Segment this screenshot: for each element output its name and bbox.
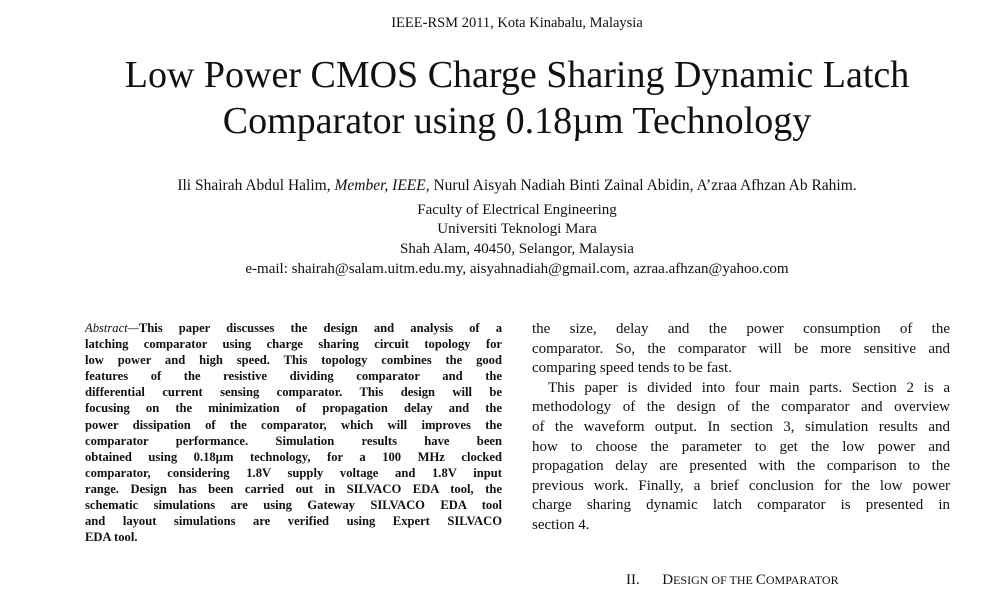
- body-line: the size, delay and the power consumption of the: [532, 321, 950, 337]
- abstract-line: power dissipation of the comparator, which will improves the: [85, 417, 502, 432]
- abstract-text: This paper discusses the design and analysis of a: [138, 321, 502, 335]
- section-heading-letter: D: [662, 572, 674, 588]
- body-line: of the waveform output. In section 3, simulation results and: [532, 418, 950, 435]
- paper-title-line-2: Comparator using 0.18µm Technology: [222, 100, 812, 142]
- body-line: methodology of the design of the comparator and overview: [532, 399, 950, 416]
- abstract-line: features of the resistive dividing comparator and the: [85, 369, 502, 384]
- affiliation-email: e-mail: shairah@salam.uitm.edu.my, aisyahnadiah@gmail.com, azraa.afhzan@yahoo.com: [245, 261, 789, 277]
- abstract-line: differential current sensing comparator. This design will be: [85, 385, 502, 400]
- abstract-line: obtained using 0.18µm technology, for a 100 MHz clocked: [85, 449, 502, 464]
- abstract-line: EDA tool.: [85, 530, 138, 545]
- abstract-line: low power and high speed. This topology combines the good: [85, 353, 502, 368]
- body-line: how to choose the parameter to get the low power and: [532, 438, 950, 455]
- section-heading-text: OMPARATOR: [765, 573, 839, 587]
- paper-title-line-1: Low Power CMOS Charge Sharing Dynamic Latch: [124, 54, 910, 96]
- body-line: comparing speed tends to be fast.: [532, 360, 732, 377]
- affiliation-faculty: Faculty of Electrical Engineering: [417, 202, 617, 218]
- abstract-line: focusing on the minimization of propagation delay and the: [85, 401, 502, 416]
- section-heading-letter: C: [755, 572, 766, 588]
- body-line: propagation delay are presented with the comparison to the: [532, 458, 950, 475]
- authors: [0, 177, 989, 195]
- other-authors: Nurul Aisyah Nadiah Binti Zainal Abidin, A’zraa Afhzan Ab Rahim.: [429, 177, 857, 194]
- abstract-line: comparator performance. Simulation results have been: [85, 433, 502, 448]
- abstract-label: Abstract—: [85, 321, 139, 335]
- abstract-line: comparator, considering 1.8V supply voltage and 1.8V input: [85, 465, 502, 480]
- abstract-line: schematic simulations are using Gateway SILVACO EDA tool: [85, 498, 502, 513]
- abstract: [85, 320, 502, 545]
- section-heading-text: ESIGN OF THE: [673, 573, 756, 587]
- body-line: comparator. So, the comparator will be more sensitive and: [532, 340, 950, 357]
- body-line: previous work. Finally, a brief conclusion for the low power: [532, 477, 950, 494]
- abstract-line: range. Design has been carried out in SILVACO EDA tool, the: [85, 481, 502, 496]
- affiliation-address: Shah Alam, 40450, Selangor, Malaysia: [400, 241, 634, 257]
- abstract-line: latching comparator using charge sharing circuit topology for: [85, 337, 502, 352]
- abstract-line: and layout simulations are verified using Expert SILVACO: [85, 514, 502, 529]
- body-line: This paper is divided into four main parts. Section 2 is a: [548, 379, 950, 396]
- body-line: charge sharing dynamic latch comparator is presented in: [532, 497, 950, 514]
- section-number: II.: [626, 572, 640, 588]
- conference-header: IEEE-RSM 2011, Kota Kinabalu, Malaysia: [391, 15, 643, 31]
- author-1: Ili Shairah Abdul Halim,: [177, 177, 335, 194]
- abstract-line: [85, 320, 502, 336]
- section-heading: [626, 572, 839, 589]
- author-1-role: Member, IEEE,: [334, 177, 430, 194]
- intro-text: [532, 320, 950, 536]
- body-line: section 4.: [532, 516, 590, 533]
- affiliation-university: Universiti Teknologi Mara: [437, 221, 597, 237]
